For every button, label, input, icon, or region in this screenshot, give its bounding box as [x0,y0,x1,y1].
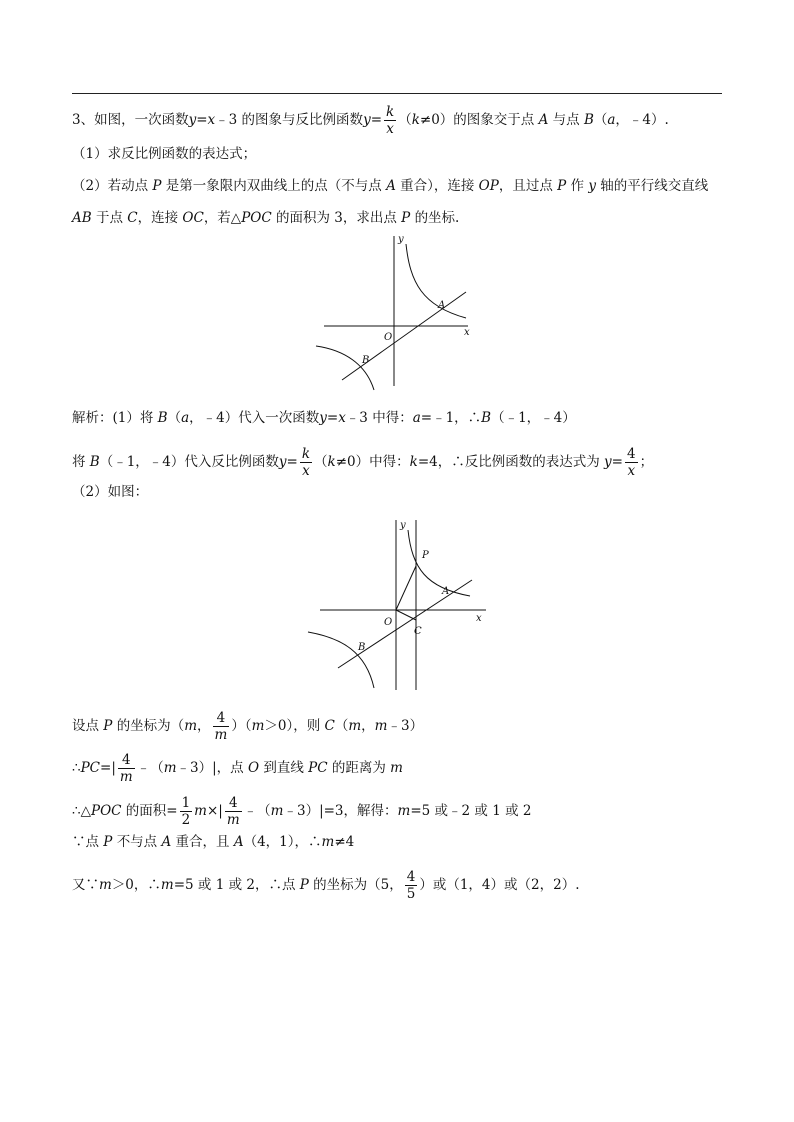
text: ）或（1，4）或（2，2）. [419,877,580,893]
text: ）（ [231,718,252,734]
text: = [196,112,208,128]
var: B [157,410,168,426]
hyperbola-branch-q3 [316,346,374,390]
question-2-line-1 [72,176,708,196]
numerator: 4 [406,869,416,885]
var: A [538,112,549,128]
solution-line-3 [72,482,148,502]
text: =4，∴反比例函数的表达式为 [417,454,600,470]
var: a [412,410,421,426]
denominator: 2 [181,812,191,828]
var: k [411,112,420,128]
text: ∴△ [72,803,91,819]
text: =| [100,760,116,776]
line-ab [338,580,472,668]
fraction-4-over-x [625,446,638,479]
var: POC [241,210,272,226]
text: ，连接 [137,210,179,226]
var: A [386,178,396,194]
var: y [188,112,197,128]
text: =5 或﹣2 或 1 或 2 [410,803,532,819]
solution-line-2 [72,446,653,479]
denominator: x [386,121,394,137]
var: m [163,760,177,776]
label-p: P [422,550,429,561]
solution-line-6 [72,795,531,828]
text: 的面积为 3，求出点 [275,210,397,226]
var: PC [80,760,101,776]
var: m [194,803,207,819]
label-b: B [362,355,370,366]
text: 解析：(1）将 [72,410,154,426]
label-y: y [398,234,404,245]
solution-line-4 [72,710,423,743]
text: ， [197,718,211,734]
text: ，﹣4）. [615,112,669,128]
var: m [321,834,335,850]
var: k [409,454,418,470]
text: （ [593,112,608,128]
var: m [160,877,174,893]
text: = [611,454,623,470]
text: （1）求反比例函数的表达式； [72,146,257,162]
text: （4，1），∴ [243,834,322,850]
var: P [299,877,309,893]
problem-intro [72,104,669,137]
text: （2）如图： [72,484,149,500]
text: 重合，且 [175,834,230,850]
solution-line-7 [72,832,354,852]
text: =﹣1，∴ [420,410,482,426]
var: m [348,718,362,734]
denominator: 5 [406,886,416,902]
text: 轴的平行线交直线 [600,178,709,194]
header-rule [72,93,722,94]
var: m [390,760,403,776]
text: 到直线 [263,760,304,776]
text: = [326,410,339,426]
text: ∵点 [72,834,99,850]
var: C [127,210,138,226]
var: m [184,718,197,734]
text: ﹣3 中得： [345,410,413,426]
var: k [327,454,336,470]
var: B [481,410,492,426]
text: = [370,112,383,128]
solution-line-1 [72,408,576,428]
text: ﹣（ [243,803,271,819]
label-y: y [400,520,406,531]
text: （﹣1，﹣4）代入反比例函数 [99,454,279,470]
numerator: 4 [225,795,242,812]
var: m [251,718,265,734]
fraction-4-over-m [213,710,230,743]
var: m [374,718,388,734]
hyperbola-branch-q1 [408,530,470,596]
label-o: O [384,617,393,628]
var: y [278,454,287,470]
text: 与点 [552,112,580,128]
text: 将 [72,454,86,470]
line-ab [342,292,466,380]
var: OC [182,210,204,226]
hyperbola-branch-q3 [308,632,374,688]
text: ＞0），则 [264,718,321,734]
text: ﹣3）|，点 [176,760,244,776]
var: a [181,410,190,426]
figure-1-graph [310,232,480,392]
text: ∴ [72,760,81,776]
text: 设点 [72,718,99,734]
text: 不与点 [116,834,158,850]
text: 于点 [95,210,123,226]
text: ，且过点 [498,178,553,194]
var: P [557,178,567,194]
numerator: 4 [118,752,135,769]
var: OP [478,178,499,194]
text: 重合），连接 [400,178,475,194]
var: C [324,718,335,734]
var: m [99,877,112,893]
text: 的距离为 [331,760,386,776]
solution-line-5 [72,752,403,785]
text: ﹣（ [136,760,164,776]
text: （ [398,112,412,128]
var: POC [90,803,122,819]
var: P [103,718,113,734]
text: 又∵ [72,877,99,893]
var: y [363,112,371,128]
text: 的坐标. [414,210,460,226]
text: ﹣3）|=3，解得： [283,803,398,819]
fraction-4-over-m [225,795,242,828]
var: m [397,803,411,819]
text: （ [334,718,349,734]
var: y [319,410,327,426]
text: （ [167,410,182,426]
numerator: 4 [213,710,230,727]
fraction-1-over-2 [180,795,193,828]
var: A [161,834,172,850]
denominator: m [214,727,228,743]
label-x: x [464,327,470,338]
text: ＞0，∴ [111,877,161,893]
var: O [247,760,260,776]
text: ≠0）中得： [335,454,410,470]
label-b: B [358,642,366,653]
text: ≠4 [334,834,355,850]
label-o: O [384,332,393,343]
text: （2）若动点 [72,178,149,194]
text: ； [639,454,654,470]
denominator: m [226,812,240,828]
var: A [233,834,244,850]
var: AB [72,210,92,226]
denominator: m [119,769,133,785]
label-a: A [442,586,450,597]
text: ﹣3） [387,718,424,734]
var: P [152,178,162,194]
text: ， [361,718,375,734]
label-c: C [414,626,422,637]
var: PC [308,760,328,776]
hyperbola-branch-q1 [406,244,466,318]
numerator: k [386,104,395,120]
text: （﹣1，﹣4） [491,410,576,426]
text: 的面积= [125,803,178,819]
var: P [401,210,411,226]
text: = [286,454,298,470]
var: x [338,410,346,426]
numerator: k [301,446,311,462]
segment-oc [396,610,416,620]
text: 的坐标为（5， [313,877,403,893]
segment-op [396,566,416,610]
text: ，﹣4）代入一次函数 [189,410,320,426]
var: m [270,803,284,819]
denominator: x [627,463,636,479]
text: 的坐标为（ [116,718,185,734]
text: ﹣3 的图象与反比例函数 [215,112,364,128]
solution-line-8 [72,869,580,902]
text: ≠0）的图象交于点 [419,112,535,128]
question-1 [72,144,256,164]
var: P [103,834,113,850]
text: 3、如图，一次函数 [72,112,189,128]
var: B [583,112,594,128]
label-x: x [476,613,482,624]
text: 作 [570,178,585,194]
fraction-4-over-5 [405,869,418,902]
fraction-k-over-x [384,104,396,137]
var: a [607,112,616,128]
figure-2-graph [300,516,500,696]
text: =5 或 1 或 2，∴点 [173,877,296,893]
text: 是第一象限内双曲线上的点（不与点 [165,178,382,194]
var: y [588,178,596,194]
fraction-4-over-m [118,752,135,785]
text: ×| [206,803,223,819]
var: x [207,112,216,128]
text: ，若△ [203,210,242,226]
denominator: x [302,463,310,479]
fraction-k-over-x [300,446,312,479]
var: B [89,454,100,470]
numerator: 4 [626,446,636,462]
question-2-line-2 [72,208,459,228]
label-a: A [438,300,446,311]
var: y [604,454,612,470]
text: （ [314,454,328,470]
numerator: 1 [181,795,191,811]
